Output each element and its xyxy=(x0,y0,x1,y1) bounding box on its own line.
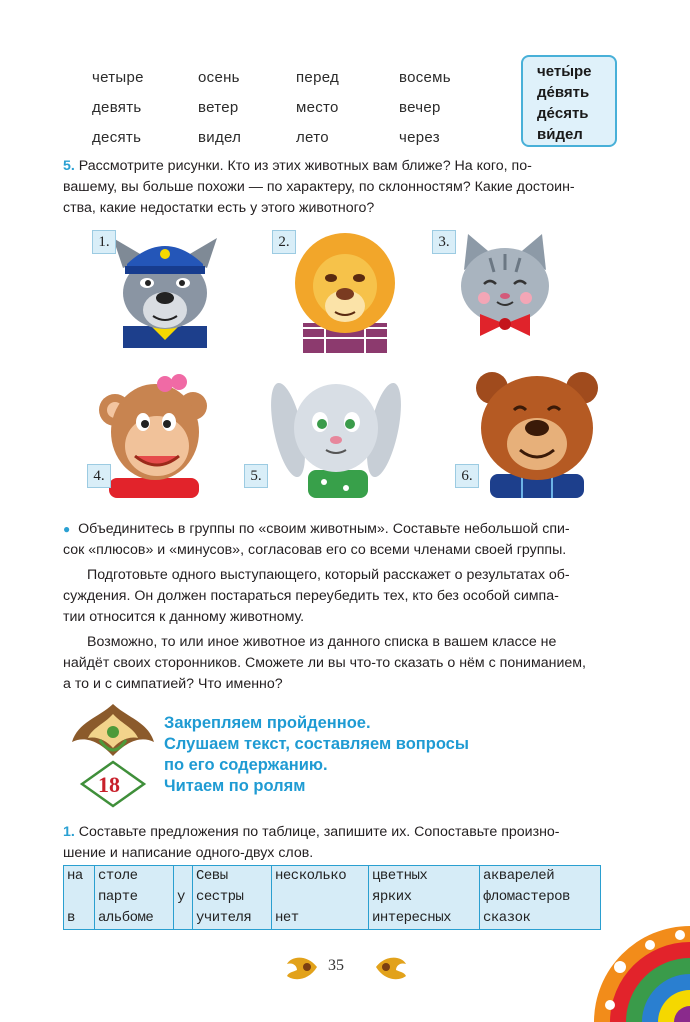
word: вечер xyxy=(399,99,441,116)
text-line: Составьте предложения по таблице, запишите их. Сопоставьте произно- xyxy=(78,824,560,840)
picture-label: 4. xyxy=(87,464,111,488)
word: видел xyxy=(198,129,242,146)
word: перед xyxy=(296,69,340,86)
stressed-word: де́вять xyxy=(537,84,590,101)
picture-label: 2. xyxy=(272,230,296,254)
picture-label: 1. xyxy=(92,230,116,254)
task-paragraphs xyxy=(63,519,623,695)
text-line: вашему, вы больше похожи — по характеру, по склонностям? Какие достоин- xyxy=(63,179,575,195)
word: ветер xyxy=(198,99,239,116)
text-line: Подготовьте одного выступающего, который расскажет о результатах об- xyxy=(87,567,570,583)
title-line: по его содержанию. xyxy=(164,756,328,774)
table-cell: цветных ярких интересных xyxy=(369,866,480,930)
exercise-number: 1. xyxy=(63,824,75,840)
exercise5-text xyxy=(63,156,623,219)
table-cell: акварелей фломастеров сказок xyxy=(480,866,601,930)
word: четыре xyxy=(92,69,144,86)
wolf-icon xyxy=(105,228,225,348)
stress-box xyxy=(521,55,617,147)
table-cell: на в xyxy=(64,866,95,930)
lesson-title xyxy=(164,713,469,797)
text-line: найдёт своих сторонников. Сможете ли вы что-то сказать о нём с пониманием, xyxy=(63,655,586,671)
picture-label: 3. xyxy=(432,230,456,254)
title-line: Читаем по ролям xyxy=(164,777,306,795)
stressed-word: ви́дел xyxy=(537,126,583,143)
table-cell: у xyxy=(174,866,193,930)
table-cell: несколько нет xyxy=(272,866,369,930)
page-ornament-left-icon xyxy=(283,950,321,984)
text-line: а то и с симпатией? Что именно? xyxy=(63,676,283,692)
picture-label: 6. xyxy=(455,464,479,488)
bear-icon xyxy=(472,366,602,498)
text-line: Возможно, то или иное животное из данного списка в вашем классе не xyxy=(87,634,557,650)
word: место xyxy=(296,99,339,116)
text-line: сок «плюсов» и «минусов», согласовав его со всеми членами своей группы. xyxy=(63,542,567,558)
page-number: 35 xyxy=(328,957,344,974)
table-cell: столе парте альбоме xyxy=(95,866,174,930)
word: десять xyxy=(92,129,142,146)
text-line: ства, какие недостатки есть у этого животного? xyxy=(63,200,375,216)
hare-icon xyxy=(268,370,403,498)
sentence-table xyxy=(63,865,601,930)
table-cell: Севы сестры учителя xyxy=(193,866,272,930)
word: лето xyxy=(296,129,329,146)
picture-label: 5. xyxy=(244,464,268,488)
text-line: тии относится к данному животному. xyxy=(63,609,305,625)
monkey-icon xyxy=(95,370,215,498)
word: восемь xyxy=(399,69,451,86)
bullet-icon: ● xyxy=(63,522,71,536)
text-line: Объединитесь в группы по «своим животным». Составьте небольшой спи- xyxy=(78,521,570,537)
corner-ornament-icon xyxy=(590,905,690,1022)
exercise1-text xyxy=(63,822,623,864)
exercise-number: 5. xyxy=(63,158,75,174)
stressed-word: де́сять xyxy=(537,105,589,122)
stressed-word: четы́ре xyxy=(537,63,592,80)
text-line: суждения. Он должен постараться переубедить тех, кто без особой симпа- xyxy=(63,588,559,604)
lion-icon xyxy=(285,228,405,353)
text-line: Рассмотрите рисунки. Кто из этих животных вам ближе? На кого, по- xyxy=(78,158,532,174)
text-line: шение и написание одного-двух слов. xyxy=(63,845,314,861)
cat-icon xyxy=(450,228,560,348)
page-ornament-right-icon xyxy=(372,950,410,984)
word: осень xyxy=(198,69,240,86)
title-line: Закрепляем пройденное. xyxy=(164,714,371,732)
word: девять xyxy=(92,99,142,116)
lesson-number: 18 xyxy=(98,772,120,797)
word: через xyxy=(399,129,440,146)
title-line: Слушаем текст, составляем вопросы xyxy=(164,735,469,753)
